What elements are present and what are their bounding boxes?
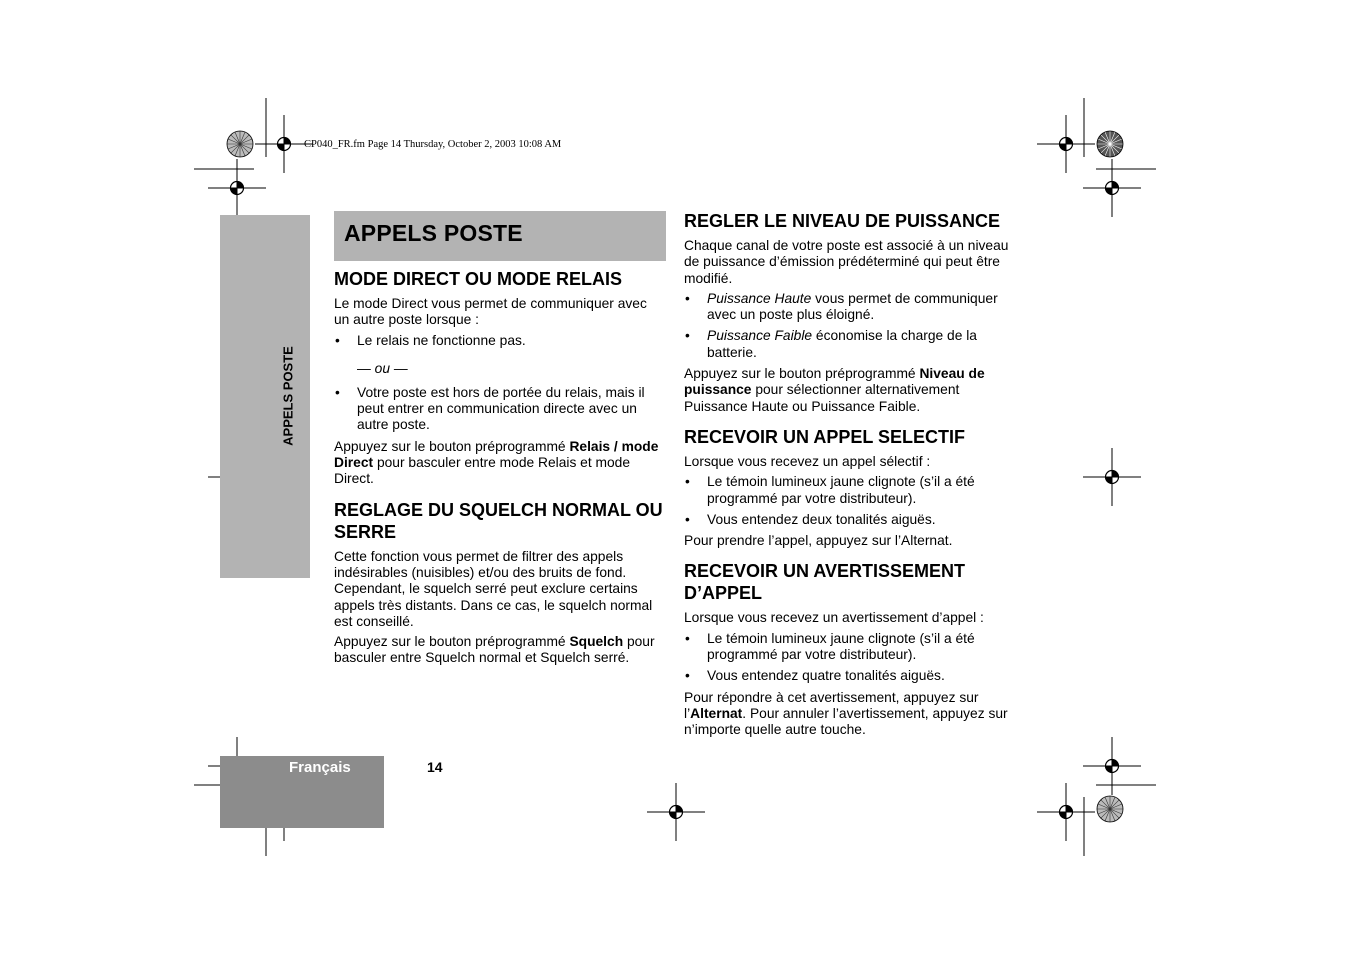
list-item: [684, 631, 1019, 664]
bullet-marker: •: [685, 630, 690, 646]
bold-button-name: Alternat: [690, 705, 743, 721]
text-run: économise la charge de la batterie.: [707, 328, 977, 360]
section-selective-call: [684, 426, 1019, 549]
right-column: [684, 210, 1019, 743]
list-item: [684, 474, 1019, 507]
paragraph: Le mode Direct vous permet de communiquer avec un autre poste lorsque :: [334, 296, 647, 328]
side-tab: [220, 215, 310, 578]
bullet-list: [334, 385, 666, 434]
section-heading: MODE DIRECT OU MODE RELAIS: [334, 269, 623, 289]
bullet-marker: •: [335, 384, 340, 400]
spacer: [334, 492, 666, 499]
paragraph: [334, 634, 666, 667]
paragraph: [334, 439, 666, 488]
or-separator: [334, 361, 666, 376]
text-run: Pour répondre à cet avertissement, appuyez sur l’: [684, 689, 979, 721]
section-heading: RECEVOIR UN APPEL SELECTIF: [684, 426, 966, 447]
paragraph: [684, 366, 1019, 415]
spacer: [684, 419, 1019, 426]
list-item: [684, 512, 1019, 528]
text-run: pour basculer entre Squelch normal et Squelch serré.: [334, 634, 655, 666]
list-item-text: Vous entendez quatre tonalités aiguës.: [707, 668, 945, 684]
bullet-marker: •: [685, 328, 690, 344]
left-column: [334, 268, 666, 671]
bullet-list: [684, 631, 1019, 685]
section-call-alert: [684, 560, 1019, 738]
paragraph: Chaque canal de votre poste est associé à un niveau de puissance d’émission prédéterminé qui peut être modifié.: [684, 238, 1009, 286]
text-run: . Pour annuler l’avertissement, appuyez sur n’importe quelle autre touche.: [684, 705, 1008, 738]
bullet-marker: •: [685, 511, 690, 527]
text-run: pour sélectionner alternativement Puissance Haute ou Puissance Faible.: [684, 382, 960, 414]
italic-term: Puissance Haute: [707, 290, 812, 306]
bullet-marker: •: [685, 474, 690, 490]
paragraph: Lorsque vous recevez un avertissement d’appel :: [684, 610, 984, 626]
page-number: 14: [427, 759, 443, 775]
list-item-text: Vous entendez deux tonalités aiguës.: [707, 511, 936, 527]
paragraph: Pour prendre l’appel, appuyez sur l’Alternat.: [684, 533, 953, 549]
page-title: APPELS POSTE: [344, 220, 523, 246]
side-tab-label: APPELS POSTE: [280, 346, 296, 446]
text-run: Appuyez sur le bouton préprogrammé: [334, 438, 570, 454]
section-squelch: [334, 499, 666, 667]
list-item: [684, 291, 1019, 324]
bullet-list: [684, 474, 1019, 528]
bullet-marker: •: [685, 668, 690, 684]
bold-button-name: Relais / mode Direct: [334, 438, 659, 471]
bullet-marker: •: [685, 290, 690, 306]
paragraph: Lorsque vous recevez un appel sélectif :: [684, 453, 931, 469]
text-run: pour basculer entre mode Relais et mode Direct.: [334, 455, 631, 487]
or-dash-left: —: [357, 360, 375, 376]
spacer: [684, 553, 1019, 560]
bullet-marker: •: [335, 332, 340, 348]
text-run: vous permet de communiquer avec un poste plus éloigné.: [707, 290, 998, 323]
bullet-list: [684, 291, 1019, 361]
italic-term: Puissance Faible: [707, 328, 813, 344]
list-item: [684, 328, 1019, 361]
list-item-text: Votre poste est hors de portée du relais, mais il peut entrer en communication directe avec un autre poste.: [357, 384, 645, 433]
list-item: [334, 333, 666, 349]
section-heading: RECEVOIR UN AVERTISSEMENT D’APPEL: [684, 561, 966, 604]
list-item-text: Le témoin lumineux jaune clignote (s’il a été programmé par votre distributeur).: [707, 474, 975, 506]
list-item-text: Le témoin lumineux jaune clignote (s’il a été programmé par votre distributeur).: [707, 630, 975, 663]
bold-button-name: Squelch: [569, 634, 624, 650]
section-heading: REGLAGE DU SQUELCH NORMAL OU SERRE: [334, 499, 663, 542]
section-power-level: [684, 210, 1019, 415]
paragraph: [684, 690, 1019, 739]
text-run: Appuyez sur le bouton préprogrammé: [334, 634, 570, 650]
bullet-list: [334, 333, 666, 349]
footer-language: Français: [289, 759, 351, 776]
list-item-text: Le relais ne fonctionne pas.: [357, 332, 526, 348]
list-item: [334, 385, 666, 434]
section-heading: REGLER LE NIVEAU DE PUISSANCE: [684, 211, 1001, 231]
bold-button-name: Niveau de puissance: [684, 366, 985, 398]
section-mode-direct: [334, 268, 666, 488]
paragraph: Cette fonction vous permet de filtrer des appels indésirables (nuisibles) et/ou des bruits de fond. Cependant, le squelch serré peut exclure certains appels très distants. Dans ce cas, le squelch normal est conseillé.: [334, 548, 653, 629]
text-run: Appuyez sur le bouton préprogrammé: [684, 366, 920, 382]
file-info-header: CP040_FR.fm Page 14 Thursday, October 2, 2003 10:08 AM: [304, 139, 562, 150]
or-dash-right: —: [390, 360, 408, 376]
list-item: [684, 668, 1019, 684]
or-word: ou: [374, 360, 390, 376]
